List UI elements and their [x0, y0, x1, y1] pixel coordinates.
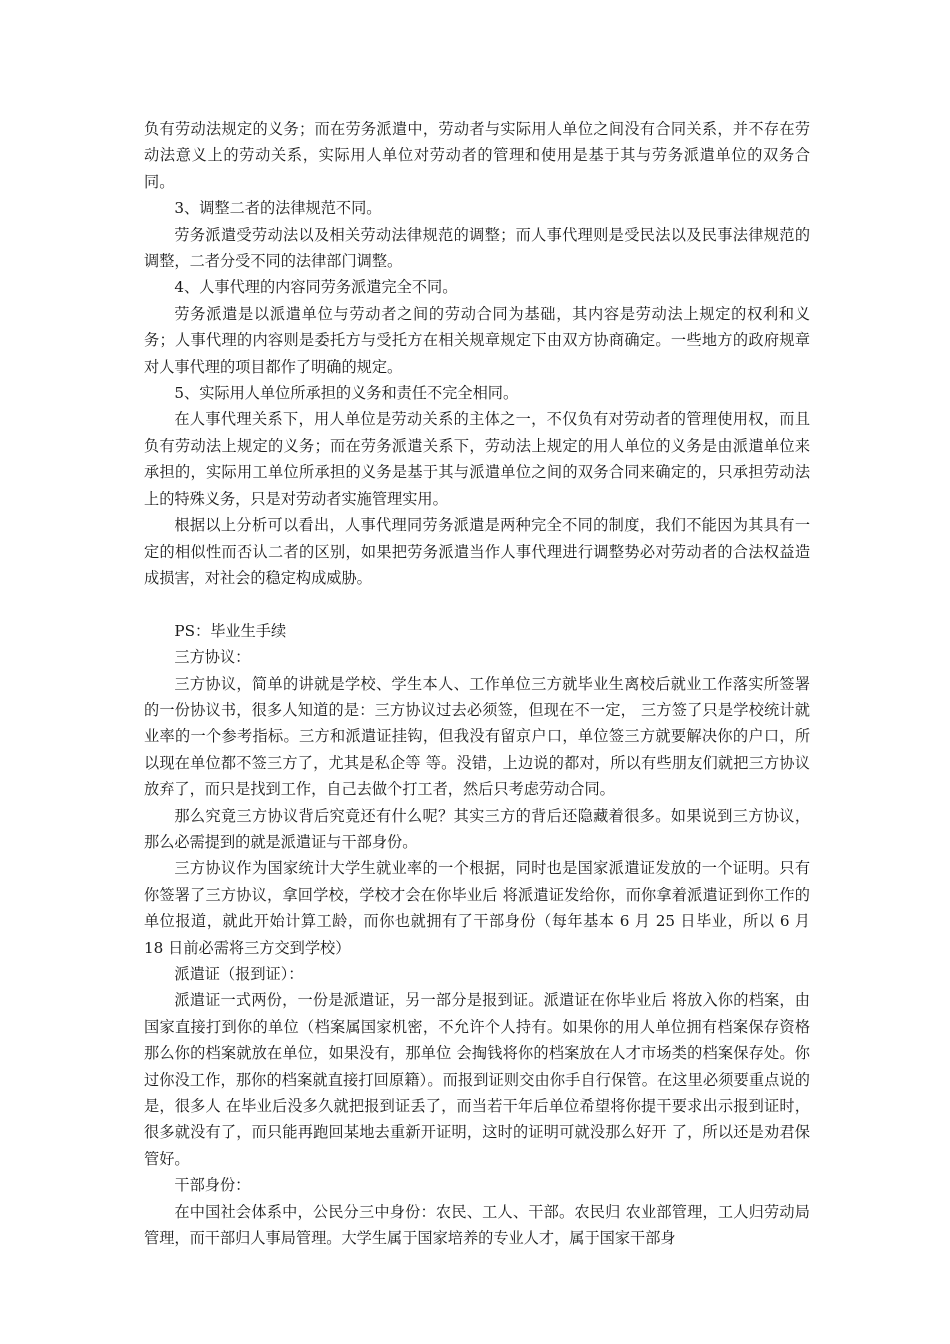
paragraph-tripartite-agreement: 三方协议，简单的讲就是学校、学生本人、工作单位三方就毕业生离校后就业工作落实所签署的一份协议书，很多人知道的是：三方协议过去必须签，但现在不一定， 三方签了只是学校统计就业率的一个参考指标。三方和派遣证挂钩，但我没有留京户口，单位签三方就要解决你的户口，所以现在单位都不签三方了，尤其是私企等 等。没错，上边说的都对，所以有些朋友们就把三方协议放弃了，而只是找到工作，自己去做个打工者，然后只考虑劳动合同。 [144, 674, 810, 799]
paragraph-obligation-continuation: 负有劳动法规定的义务；而在劳务派遣中，劳动者与实际用人单位之间没有合同关系，并不存在劳动法意义上的劳动关系，实际用人单位对劳动者的管理和使用是基于其与劳务派遣单位的双务合同。 [144, 120, 810, 191]
heading-tripartite-agreement: 三方协议： [174, 648, 251, 667]
paragraph-content-difference: 劳务派遣是以派遣单位与劳动者之间的劳动合同为基础，其内容是劳动法上规定的权利和义务；人事代理的内容则是委托方与受托方在相关规章规定下由双方协商确定。一些地方的政府规章对人事代理的项目都作了明确的规定。 [144, 304, 810, 376]
paragraph-conclusion: 根据以上分析可以看出，人事代理同劳务派遣是两种完全不同的制度，我们不能因为其具有一定的相似性而否认二者的区别，如果把劳务派遣当作人事代理进行调整势必对劳动者的合法权益造成损害，对社会的稳定构成威胁。 [144, 516, 810, 587]
paragraph-dispatch-certificate: 派遣证一式两份，一份是派遣证，另一部分是报到证。派遣证在你毕业后 将放入你的档案，由国家直接打到你的单位（档案属国家机密，不允许个人持有。如果你的用人单位拥有档案保存资格那么你的档案就放在单位，如果没有，那单位 会掏钱将你的档案放在人才市场类的档案保存处。你过你没工作，那你的档案就直接打回原籍）。而报到证则交由你手自行保管。在这里必须要重点说的是，很多人 在毕业后没多久就把报到证丢了，而当若干年后单位希望将你提干要求出示报到证时，很多就没有了，而只能再跑回某地去重新开证明，这时的证明可就没那么好开 了，所以还是劝君保管好。 [144, 991, 810, 1168]
paragraph-obligations-difference: 在人事代理关系下，用人单位是劳动关系的主体之一，不仅负有对劳动者的管理使用权，而且负有劳动法上规定的义务；而在劳务派遣关系下，劳动法上规定的用人单位的义务是由派遣单位来承担的，实际用工单位所承担的义务是基于其与派遣单位之间的双务合同来确定的，只承担劳动法上的特殊义务，只是对劳动者实施管理实用。 [144, 410, 810, 508]
blank-line [144, 591, 810, 617]
heading-obligations-difference: 5、实际用人单位所承担的义务和责任不完全相同。 [174, 384, 519, 403]
heading-dispatch-certificate: 派遣证（报到证）： [174, 964, 304, 983]
heading-ps-graduate-procedures: PS：毕业生手续 [174, 621, 287, 640]
document-page [144, 116, 810, 1251]
paragraph-tripartite-behind: 那么究竟三方协议背后究竟还有什么呢？其实三方的背后还隐藏着很多。如果说到三方协议，那么必需提到的就是派遣证与干部身份。 [144, 806, 810, 851]
heading-content-difference: 4、人事代理的内容同劳务派遣完全不同。 [174, 278, 458, 297]
paragraph-cadre-status: 在中国社会体系中，公民分三中身份：农民、工人、干部。农民归 农业部管理，工人归劳动局管理，而干部归人事局管理。大学生属于国家培养的专业人才，属于国家干部身 [144, 1202, 810, 1248]
paragraph-tripartite-proof: 三方协议作为国家统计大学生就业率的一个根据，同时也是国家派遣证发放的一个证明。只有你签署了三方协议，拿回学校，学校才会在你毕业后 将派遣证发给你，而你拿着派遣证到你工作的单位报道，就此开始计算工龄，而你也就拥有了干部身份（每年基本 6 月 25 日毕业，所以 6 月 18 日前必需将三方交到学校） [144, 859, 810, 957]
heading-legal-norms: 3、调整二者的法律规范不同。 [174, 199, 382, 218]
heading-cadre-status: 干部身份： [174, 1176, 251, 1195]
paragraph-legal-norms: 劳务派遣受劳动法以及相关劳动法律规范的调整；而人事代理则是受民法以及民事法律规范的调整，二者分受不同的法律部门调整。 [144, 225, 810, 271]
